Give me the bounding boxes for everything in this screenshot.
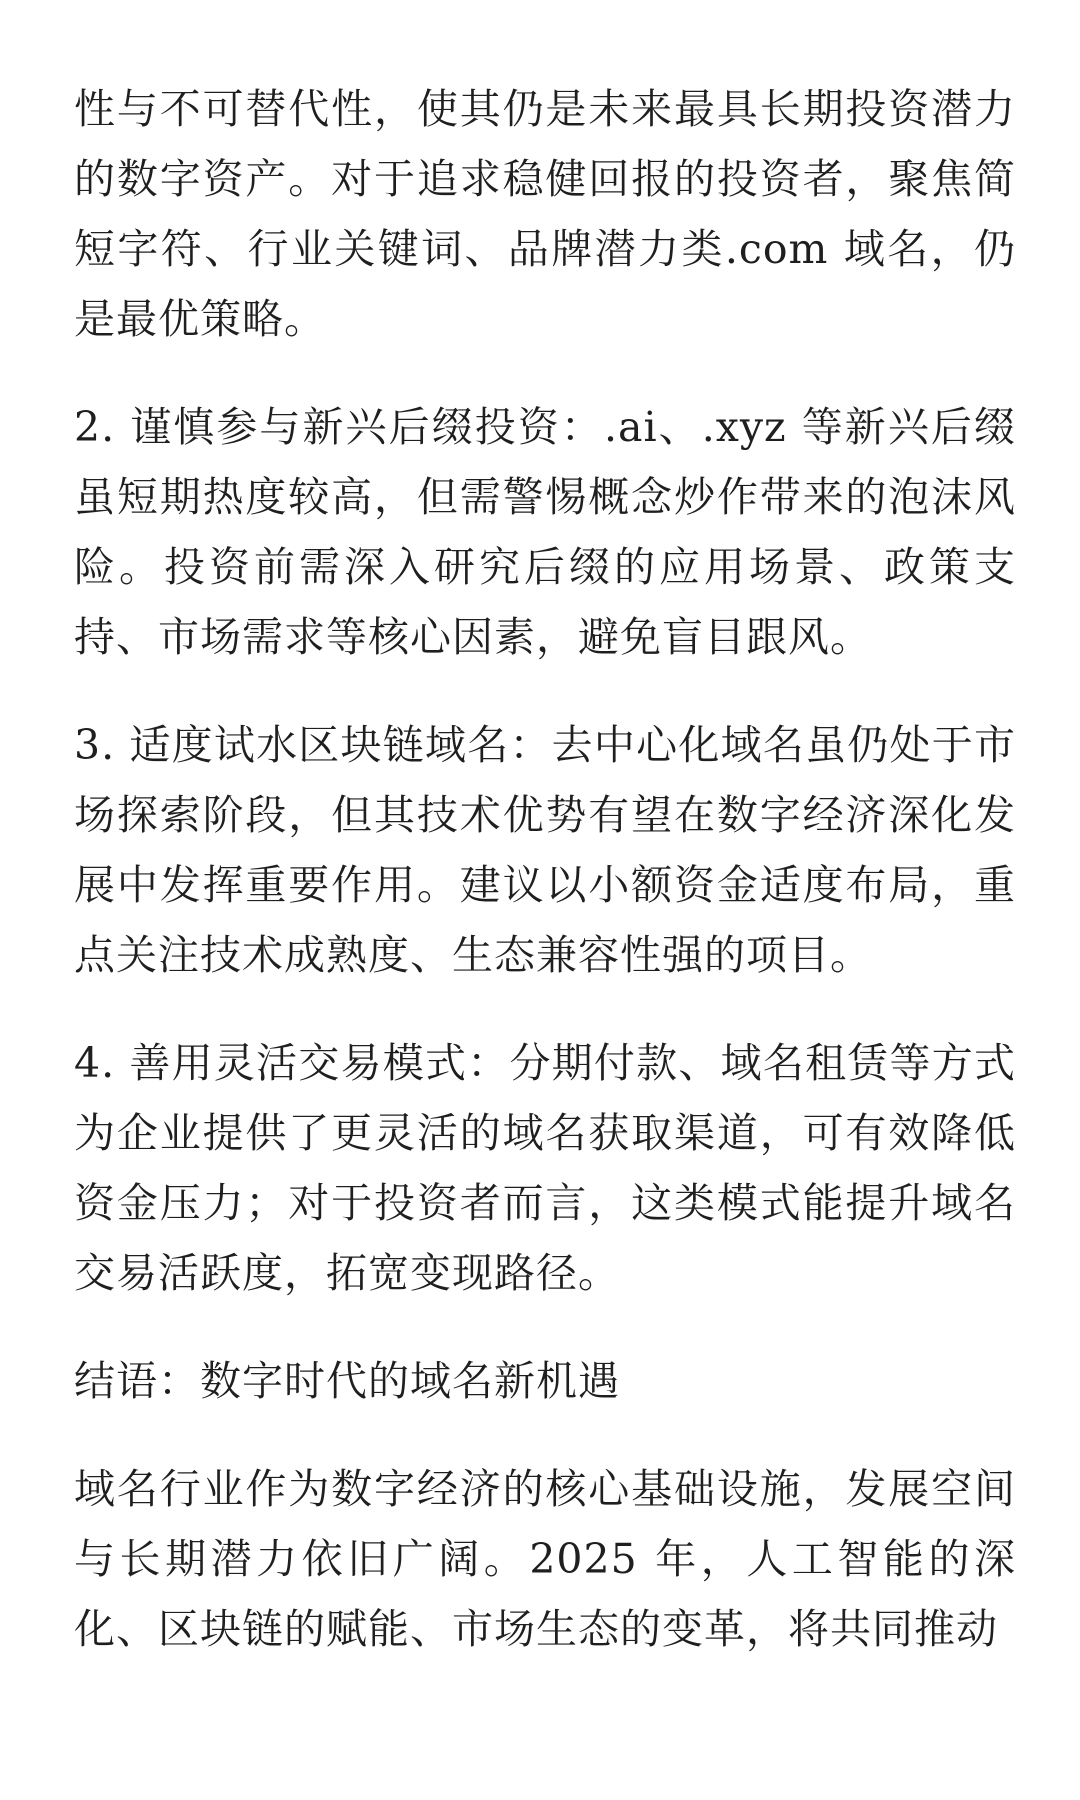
paragraph-blockchain-domain: 3. 适度试水区块链域名：去中心化域名虽仍处于市场探索阶段，但其技术优势有望在数字经济深化发展中发挥重要作用。建议以小额资金适度布局，重点关注技术成熟度、生态兼容性强的项目。 <box>74 721 1016 979</box>
conclusion-paragraph: 域名行业作为数字经济的核心基础设施，发展空间与长期潜力依旧广阔。2025 年，人工智能的深化、区块链的赋能、市场生态的变革，将共同推动 <box>74 1465 1016 1653</box>
paragraph-com-strategy: 性与不可替代性，使其仍是未来最具长期投资潜力的数字资产。对于追求稳健回报的投资者，聚焦简短字符、行业关键词、品牌潜力类.com 域名，仍是最优策略。 <box>74 85 1016 343</box>
paragraph-new-suffix: 2. 谨慎参与新兴后缀投资：.ai、.xyz 等新兴后缀虽短期热度较高，但需警惕概念炒作带来的泡沫风险。投资前需深入研究后缀的应用场景、政策支持、市场需求等核心因素，避免盲目跟风。 <box>74 403 1016 661</box>
conclusion-heading: 结语：数字时代的域名新机遇 <box>74 1357 620 1405</box>
paragraph-flexible-trading: 4. 善用灵活交易模式：分期付款、域名租赁等方式为企业提供了更灵活的域名获取渠道，可有效降低资金压力；对于投资者而言，这类模式能提升域名交易活跃度，拓宽变现路径。 <box>74 1039 1016 1297</box>
